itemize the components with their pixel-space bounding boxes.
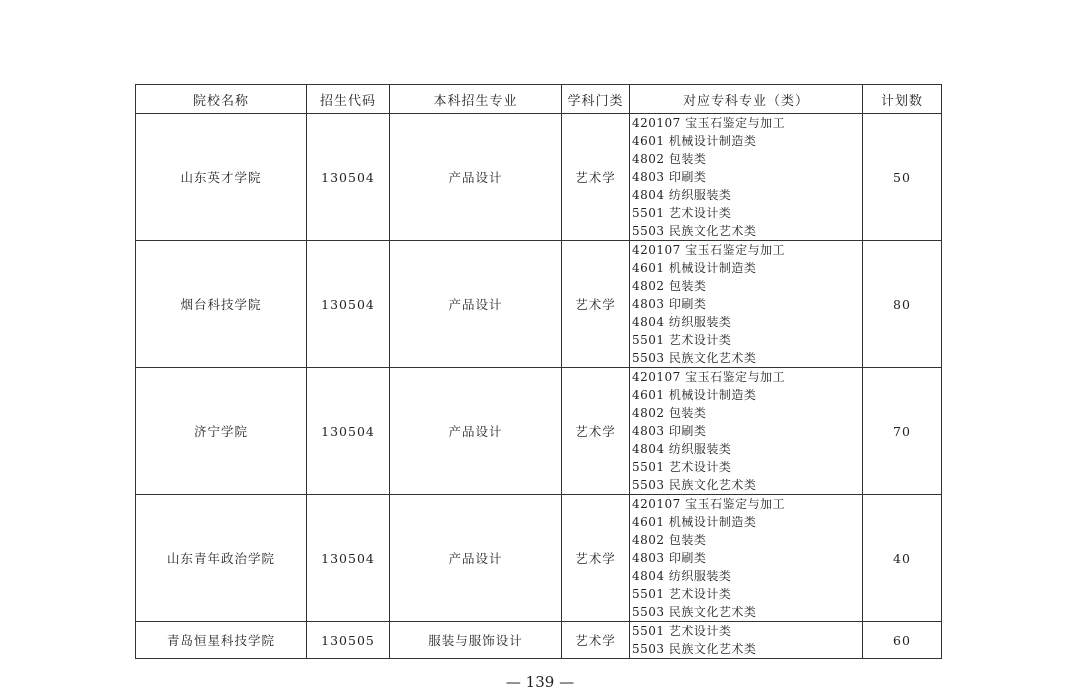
header-code: 招生代码: [307, 85, 390, 114]
plan-cell: 60: [863, 622, 942, 659]
school-cell: 烟台科技学院: [136, 241, 307, 368]
specialty-item: 4804 纺织服装类: [632, 442, 732, 456]
enrollment-plan-table: [135, 84, 942, 659]
specialty-item: 4601 机械设计制造类: [632, 515, 757, 529]
specialties-cell: [630, 622, 863, 659]
specialty-item: 4802 包装类: [632, 533, 707, 547]
table-body: [136, 114, 942, 659]
major-cell: 产品设计: [390, 368, 562, 495]
table-row: [136, 241, 942, 368]
table-row: [136, 114, 942, 241]
school-cell: 山东英才学院: [136, 114, 307, 241]
specialties-cell: [630, 495, 863, 622]
specialty-item: 4803 印刷类: [632, 170, 707, 184]
specialty-item: 5503 民族文化艺术类: [632, 478, 757, 492]
specialty-item: 420107 宝玉石鉴定与加工: [632, 116, 786, 130]
specialty-item: 5501 艺术设计类: [632, 206, 732, 220]
major-cell: 产品设计: [390, 495, 562, 622]
table-row: [136, 622, 942, 659]
specialty-item: 5503 民族文化艺术类: [632, 642, 757, 656]
specialty-item: 4804 纺织服装类: [632, 569, 732, 583]
code-cell: 130504: [307, 114, 390, 241]
specialty-item: 420107 宝玉石鉴定与加工: [632, 497, 786, 511]
category-cell: 艺术学: [562, 241, 630, 368]
specialties-cell: [630, 241, 863, 368]
specialty-item: 4804 纺织服装类: [632, 315, 732, 329]
specialties-cell: [630, 114, 863, 241]
code-cell: 130504: [307, 495, 390, 622]
category-cell: 艺术学: [562, 622, 630, 659]
plan-cell: 40: [863, 495, 942, 622]
specialty-item: 4804 纺织服装类: [632, 188, 732, 202]
table-row: [136, 495, 942, 622]
specialty-item: 4802 包装类: [632, 152, 707, 166]
table-header-row: [136, 85, 942, 114]
specialty-item: 5501 艺术设计类: [632, 624, 732, 638]
school-cell: 山东青年政治学院: [136, 495, 307, 622]
specialty-item: 5501 艺术设计类: [632, 460, 732, 474]
specialty-item: 5503 民族文化艺术类: [632, 605, 757, 619]
specialty-item: 5501 艺术设计类: [632, 587, 732, 601]
table-row: [136, 368, 942, 495]
code-cell: 130504: [307, 241, 390, 368]
category-cell: 艺术学: [562, 495, 630, 622]
header-school: 院校名称: [136, 85, 307, 114]
school-cell: 济宁学院: [136, 368, 307, 495]
specialty-item: 4803 印刷类: [632, 424, 707, 438]
specialty-item: 4601 机械设计制造类: [632, 134, 757, 148]
specialty-item: 4601 机械设计制造类: [632, 388, 757, 402]
plan-cell: 50: [863, 114, 942, 241]
specialty-item: 5503 民族文化艺术类: [632, 224, 757, 238]
category-cell: 艺术学: [562, 114, 630, 241]
specialty-item: 4803 印刷类: [632, 297, 707, 311]
major-cell: 产品设计: [390, 114, 562, 241]
specialty-item: 4601 机械设计制造类: [632, 261, 757, 275]
major-cell: 产品设计: [390, 241, 562, 368]
code-cell: 130504: [307, 368, 390, 495]
school-cell: 青岛恒星科技学院: [136, 622, 307, 659]
specialty-item: 4802 包装类: [632, 406, 707, 420]
header-major: 本科招生专业: [390, 85, 562, 114]
specialties-cell: [630, 368, 863, 495]
specialty-item: 420107 宝玉石鉴定与加工: [632, 243, 786, 257]
header-specialties: 对应专科专业（类）: [630, 85, 863, 114]
plan-cell: 70: [863, 368, 942, 495]
code-cell: 130505: [307, 622, 390, 659]
category-cell: 艺术学: [562, 368, 630, 495]
specialty-item: 5503 民族文化艺术类: [632, 351, 757, 365]
specialty-item: 420107 宝玉石鉴定与加工: [632, 370, 786, 384]
page-number: — 139 —: [505, 673, 575, 691]
plan-cell: 80: [863, 241, 942, 368]
specialty-item: 4802 包装类: [632, 279, 707, 293]
specialty-item: 4803 印刷类: [632, 551, 707, 565]
header-plan: 计划数: [863, 85, 942, 114]
header-category: 学科门类: [562, 85, 630, 114]
specialty-item: 5501 艺术设计类: [632, 333, 732, 347]
major-cell: 服装与服饰设计: [390, 622, 562, 659]
